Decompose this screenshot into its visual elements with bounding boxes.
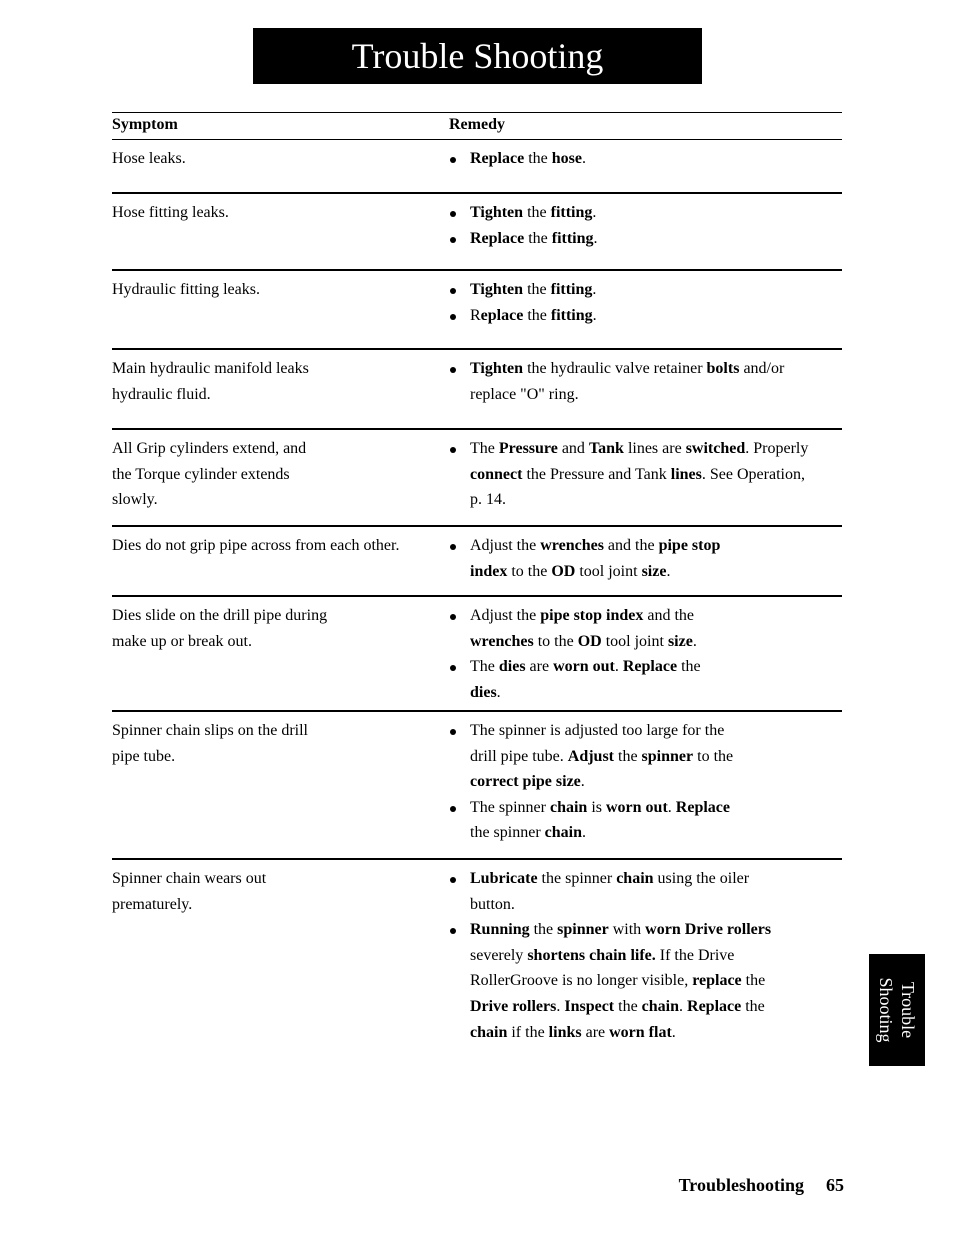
emphasis-text: size <box>667 632 693 650</box>
remedy-item: The spinner is adjusted too large for the drill pipe tube. Adjust the spinner to the correct pipe size. <box>448 718 842 795</box>
emphasis-text: chain <box>544 824 582 842</box>
emphasis-text: Tighten <box>470 281 524 298</box>
emphasis-text: OD <box>551 562 576 580</box>
remedy-item: Adjust the pipe stop index and the wrenches to the OD tool joint size. <box>448 603 842 654</box>
symptom-line: Hose leaks. <box>112 150 186 167</box>
symptom-cell <box>112 718 432 769</box>
table-row <box>112 140 842 192</box>
remedy-item: Replace the hose. <box>448 146 842 172</box>
table-row <box>112 269 842 348</box>
remedy-cell <box>448 603 842 705</box>
emphasis-text: connect <box>470 465 523 483</box>
emphasis-text: chain <box>549 798 588 816</box>
emphasis-text: spinner <box>641 747 694 765</box>
section-side-tab <box>869 954 925 1066</box>
bullet-icon <box>450 367 456 373</box>
symptom-line: Main hydraulic manifold leaks <box>112 360 309 377</box>
symptom-cell <box>112 146 432 172</box>
remedy-cell <box>448 533 842 584</box>
emphasis-text: Replace <box>675 798 730 816</box>
side-tab-line: Trouble <box>898 981 918 1039</box>
symptom-line: the Torque cylinder extends <box>112 465 290 483</box>
emphasis-text: chain <box>641 997 680 1015</box>
emphasis-text: Adjust <box>567 747 614 765</box>
remedy-item: Adjust the wrenches and the pipe stop index to the OD tool joint size. <box>448 533 842 584</box>
emphasis-text: dies <box>498 658 526 676</box>
page-title-banner <box>253 28 702 84</box>
remedy-item: Tighten the hydraulic valve retainer bolts and/or replace "O" ring. <box>448 356 842 407</box>
table-body <box>112 140 842 1060</box>
symptom-line: Dies slide on the drill pipe during <box>112 607 328 624</box>
bullet-icon <box>450 877 456 883</box>
remedy-list <box>448 603 842 705</box>
remedy-item: The dies are worn out. Replace the dies. <box>448 654 842 705</box>
bullet-icon <box>450 729 456 735</box>
bullet-icon <box>450 614 456 620</box>
footer-section-name: Troubleshooting <box>678 1175 804 1195</box>
remedy-item: Running the spinner with worn Drive rollers severely shortens chain life. If the Drive RollerGroove is no longer visible, replace the Drive rollers. Inspect the chain. Replace the chain if the links are worn flat. <box>448 917 842 1045</box>
table-row <box>112 858 842 1060</box>
emphasis-text: fitting <box>550 281 593 298</box>
bullet-icon <box>450 806 456 812</box>
emphasis-text: Replace <box>622 658 678 676</box>
emphasis-text: Replace <box>470 150 525 167</box>
emphasis-text: correct pipe size <box>470 773 581 791</box>
side-tab-line: Shooting <box>876 977 896 1043</box>
troubleshooting-table <box>112 112 842 1060</box>
page-number: 65 <box>826 1175 844 1195</box>
remedy-item: The Pressure and Tank lines are switched. Properly connect the Pressure and Tank lines. See Operation, p. 14. <box>448 436 842 513</box>
table-row <box>112 595 842 710</box>
remedy-cell <box>448 146 842 172</box>
symptom-line: pipe tube. <box>112 747 176 765</box>
table-row <box>112 348 842 428</box>
symptom-line: Dies do not grip pipe across from each other. <box>112 537 400 554</box>
bullet-icon <box>450 157 456 163</box>
emphasis-text: chain <box>616 870 654 887</box>
symptom-line: Hose fitting leaks. <box>112 204 229 221</box>
symptom-line: prematurely. <box>112 895 193 913</box>
remedy-cell <box>448 277 842 328</box>
emphasis-text: eplace <box>480 306 524 324</box>
emphasis-text: wrenches <box>540 537 604 554</box>
emphasis-text: dies <box>470 683 497 701</box>
emphasis-text: lines <box>670 465 702 483</box>
emphasis-text: worn Drive rollers <box>645 921 772 939</box>
emphasis-text: Tighten <box>470 204 524 221</box>
emphasis-text: fitting <box>550 204 593 221</box>
remedy-list <box>448 200 842 251</box>
emphasis-text: Replace <box>687 997 742 1015</box>
symptom-line: slowly. <box>112 491 158 509</box>
remedy-cell <box>448 718 842 846</box>
emphasis-text: chain <box>470 1023 508 1041</box>
emphasis-text: switched <box>685 440 746 457</box>
remedy-list <box>448 436 842 513</box>
symptom-cell <box>112 356 432 407</box>
table-row <box>112 428 842 525</box>
symptom-cell <box>112 200 432 226</box>
symptom-cell <box>112 603 432 654</box>
symptom-cell <box>112 533 432 559</box>
emphasis-text: links <box>548 1023 582 1041</box>
emphasis-text: Pressure <box>498 440 558 457</box>
side-tab-label <box>875 977 919 1042</box>
symptom-cell <box>112 866 432 917</box>
remedy-item: The spinner chain is worn out. Replace the spinner chain. <box>448 795 842 846</box>
emphasis-text: pipe stop <box>658 537 721 554</box>
symptom-line: All Grip cylinders extend, and <box>112 440 307 457</box>
table-row <box>112 710 842 858</box>
symptom-column-header: Symptom <box>112 116 178 133</box>
emphasis-text: pipe stop index <box>540 607 644 624</box>
remedy-list <box>448 718 842 846</box>
symptom-line: Hydraulic fitting leaks. <box>112 281 260 298</box>
emphasis-text: Inspect <box>564 997 615 1015</box>
emphasis-text: bolts <box>706 360 740 377</box>
symptom-line: make up or break out. <box>112 632 252 650</box>
symptom-line: hydraulic fluid. <box>112 385 211 403</box>
bullet-icon <box>450 928 456 934</box>
bullet-icon <box>450 544 456 550</box>
symptom-line: Spinner chain slips on the drill <box>112 722 308 739</box>
page-footer <box>679 1175 844 1196</box>
emphasis-text: fitting <box>551 229 594 247</box>
remedy-cell <box>448 866 842 1045</box>
remedy-list <box>448 277 842 328</box>
table-row <box>112 525 842 595</box>
page-title: Trouble Shooting <box>351 36 604 76</box>
remedy-item: Tighten the fitting. <box>448 277 842 303</box>
remedy-cell <box>448 436 842 513</box>
remedy-list <box>448 533 842 584</box>
emphasis-text: Tighten <box>470 360 524 377</box>
remedy-item: Replace the fitting. <box>448 226 842 252</box>
emphasis-text: spinner <box>557 921 609 939</box>
remedy-item: Replace the fitting. <box>448 303 842 329</box>
remedy-column-header: Remedy <box>449 116 505 133</box>
emphasis-text: replace <box>692 972 742 990</box>
bullet-icon <box>450 314 456 320</box>
symptom-line: Spinner chain wears out <box>112 870 267 887</box>
emphasis-text: hose <box>551 150 582 167</box>
emphasis-text: index <box>470 562 508 580</box>
bullet-icon <box>450 211 456 217</box>
emphasis-text: OD <box>577 632 602 650</box>
emphasis-text: fitting <box>550 306 593 324</box>
remedy-item: Tighten the fitting. <box>448 200 842 226</box>
emphasis-text: worn flat <box>609 1023 672 1041</box>
table-row <box>112 192 842 269</box>
remedy-list <box>448 356 842 407</box>
emphasis-text: worn out <box>606 798 668 816</box>
remedy-list <box>448 866 842 1045</box>
emphasis-text: wrenches <box>470 632 534 650</box>
emphasis-text: size <box>641 562 667 580</box>
remedy-item: Lubricate the spinner chain using the oiler button. <box>448 866 842 917</box>
emphasis-text: worn out <box>553 658 615 676</box>
symptom-cell <box>112 436 432 513</box>
emphasis-text: Tank <box>588 440 624 457</box>
remedy-cell <box>448 200 842 251</box>
bullet-icon <box>450 447 456 453</box>
emphasis-text: Drive rollers <box>470 997 557 1015</box>
emphasis-text: shortens chain life. <box>527 946 656 964</box>
remedy-list <box>448 146 842 172</box>
emphasis-text: Running <box>470 921 530 939</box>
bullet-icon <box>450 665 456 671</box>
symptom-cell <box>112 277 432 303</box>
bullet-icon <box>450 237 456 243</box>
emphasis-text: Replace <box>470 229 525 247</box>
remedy-cell <box>448 356 842 407</box>
table-header <box>112 112 842 140</box>
bullet-icon <box>450 288 456 294</box>
emphasis-text: Lubricate <box>470 870 538 887</box>
